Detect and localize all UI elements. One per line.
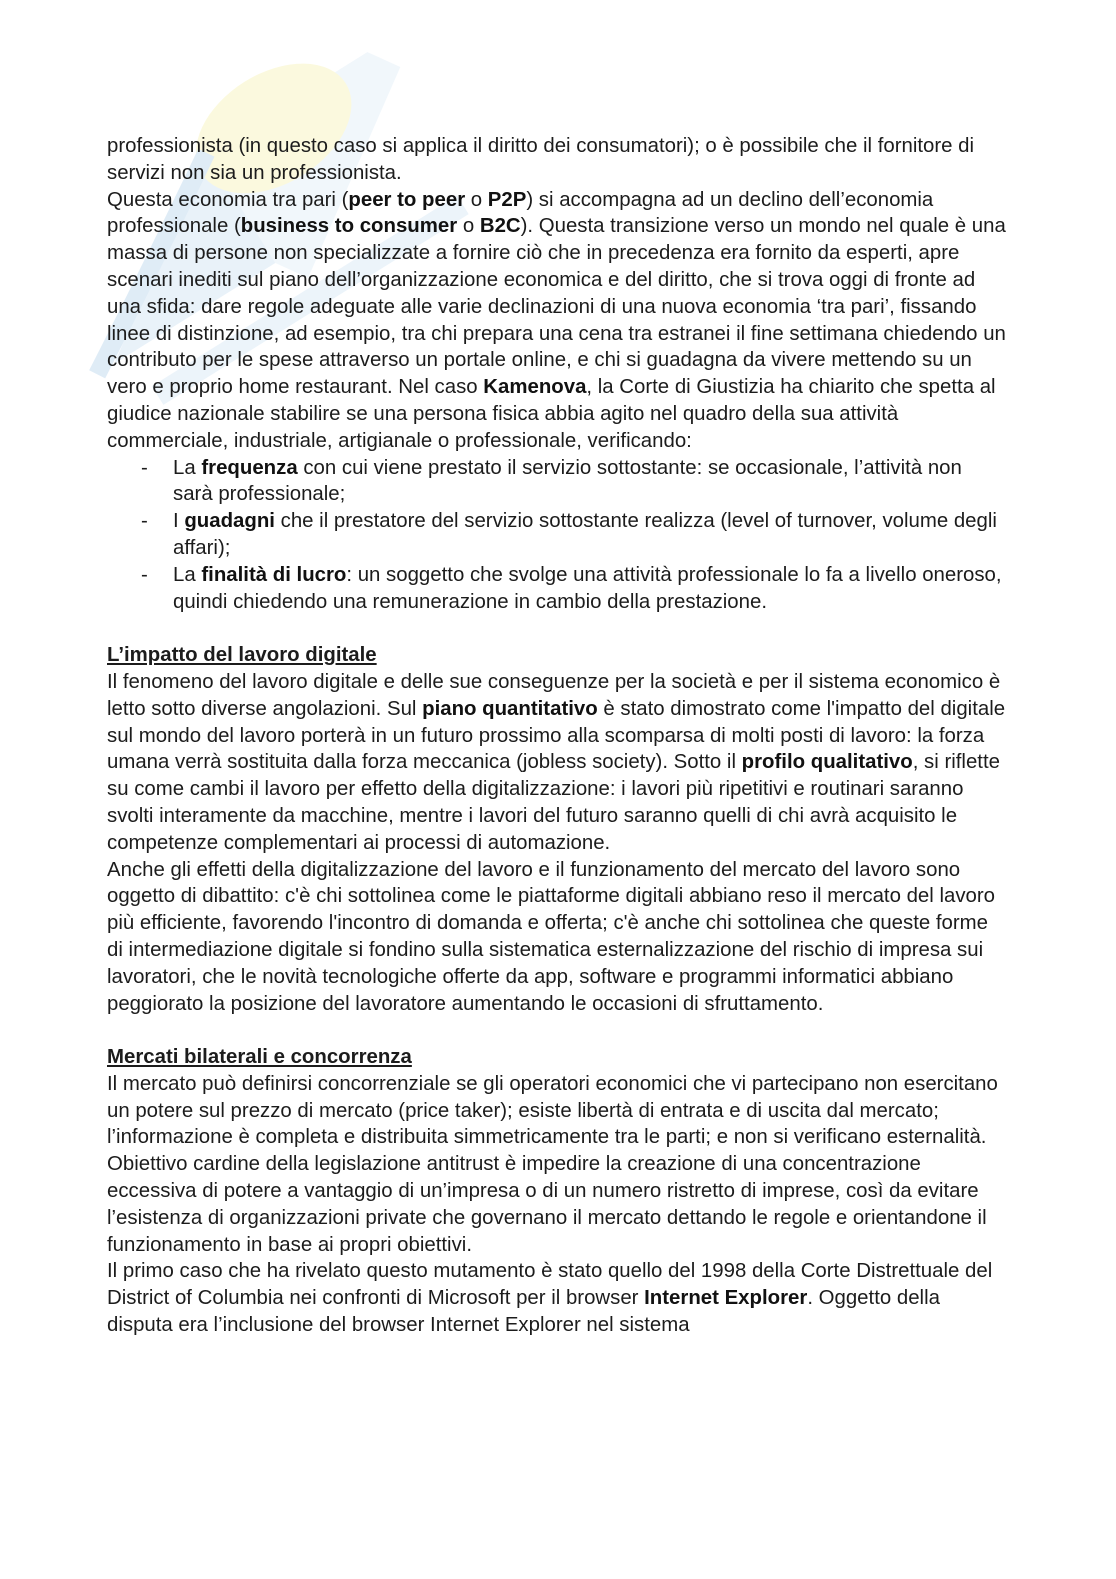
section-heading-mercati-bilaterali: Mercati bilaterali e concorrenza — [107, 1046, 412, 1069]
criteria-list — [107, 455, 1007, 616]
list-item: - I guadagni che il prestatore del servizio sottostante realizza (level of turnover, volume degli affari); — [141, 510, 997, 559]
list-item: - La frequenza con cui viene prestato il servizio sottostante: se occasionale, l’attività non sarà professionale; — [141, 456, 962, 506]
document-page — [107, 133, 1007, 1339]
paragraph-continuation: professionista (in questo caso si applica il diritto dei consumatori); o è possibile che il fornitore di servizi non sia un professionista. — [107, 135, 975, 184]
paragraph-lavoro-digitale-2: Anche gli effetti della digitalizzazione del lavoro e il funzionamento del mercato del lavoro sono oggetto di dibattito: c'è chi sottolinea come le piattaforme digitali abbiano reso il mercato del lavoro più efficiente, favorendo l'incontro di domanda e offerta; c'è anche chi sottolinea che queste forme di intermediazione digitale si fondino sulla sistematica esternalizzazione del rischio di impresa sui lavoratori, che le novità tecnologiche offerte da app, software e programmi informatici abbiano peggiorato la posizione del lavoratore aumentando le occasioni di sfruttamento. — [107, 858, 995, 1015]
paragraph-antitrust: Obiettivo cardine della legislazione antitrust è impedire la creazione di una concentrazione eccessiva di potere a vantaggio di un’impresa o di un numero ristretto di imprese, così da evitare l’esistenza di organizzazioni private che governano il mercato dettando le regole e orientandone il funzionamento in base ai propri obiettivi. — [107, 1153, 987, 1256]
paragraph-mercato-concorrenziale: Il mercato può definirsi concorrenziale se gli operatori economici che vi partecipano non esercitano un potere sul prezzo di mercato (price taker); esiste libertà di entrata e di uscita dal mercato; l’informazione è completa e distribuita simmetricamente tra le parti; e non si verificano esternalità. — [107, 1072, 998, 1149]
paragraph-lavoro-digitale-1: Il fenomeno del lavoro digitale e delle sue conseguenze per la società e per il sistema economico è letto sotto diverse angolazioni. Sul piano quantitativo è stato dimostrato come l'impatto del digitale sul mondo del lavoro porterà in un futuro prossimo alla scomparsa di molti posti di lavoro: la forza umana verrà sostituita dalla forza meccanica (jobless society). Sotto il profilo qualitativo, si riflette su come cambi il lavoro per effetto della digitalizzazione: i lavori più ripetitivi e routinari saranno svolti interamente da macchine, mentre i lavori del futuro saranno quelli di chi avrà acquisito le competenze complementari ai processi di automazione. — [107, 670, 1006, 854]
paragraph-peer-to-peer: Questa economia tra pari (peer to peer o P2P) si accompagna ad un declino dell’economia professionale (business to consumer o B2C). Questa transizione verso un mondo nel quale è una massa di persone non specializzate a fornire ciò che in precedenza era fornito da esperti, apre scenari inediti sul piano dell’organizzazione economica e del diritto, che si trova oggi di fronte ad una sfida: dare regole adeguate alle varie declinazioni di una nuova economia ‘tra pari’, fissando linee di distinzione, ad esempio, tra chi prepara una cena tra estranei il fine settimana chiedendo un contributo per le spese attraverso un portale online, e chi si guadagna da vivere mettendo su un vero e proprio home restaurant. Nel caso Kamenova, la Corte di Giustizia ha chiarito che spetta al giudice nazionale stabilire se una persona fisica abbia agito nel quadro della sua attività commerciale, industriale, artigianale o professionale, verificando: — [107, 188, 1006, 452]
section-heading-lavoro-digitale: L’impatto del lavoro digitale — [107, 644, 377, 667]
paragraph-microsoft-case: Il primo caso che ha rivelato questo mutamento è stato quello del 1998 della Corte Distrettuale del District of Columbia nei confronti di Microsoft per il browser Internet Explorer. Oggetto della disputa era l’inclusione del browser Internet Explorer nel sistema — [107, 1260, 993, 1337]
list-item: - La finalità di lucro: un soggetto che svolge una attività professionale lo fa a livello oneroso, quindi chiedendo una remunerazione in cambio della prestazione. — [141, 563, 1002, 613]
